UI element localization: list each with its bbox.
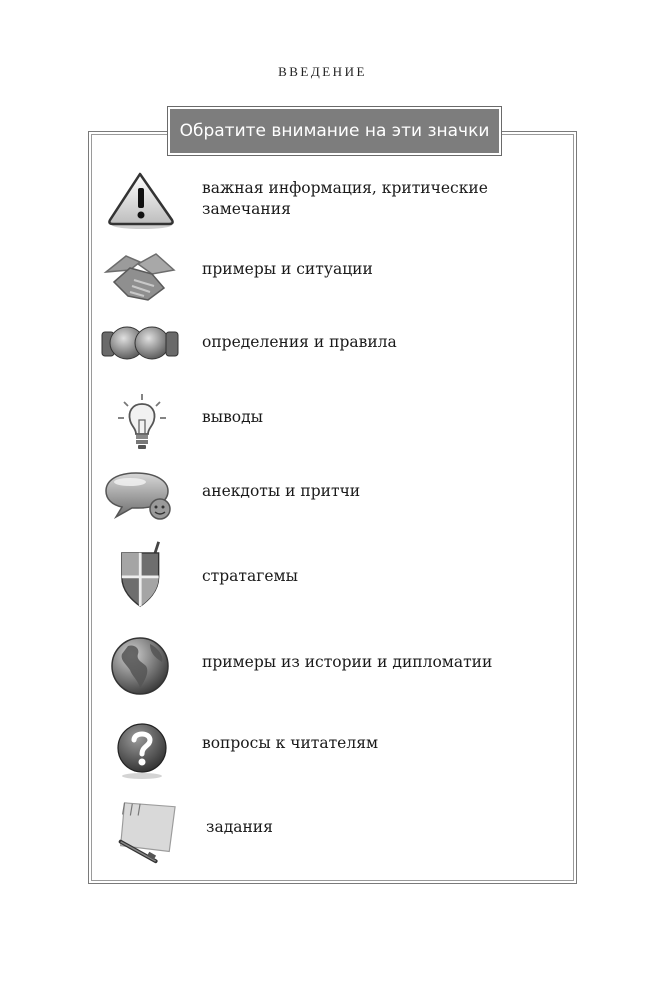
legend-item-label: примеры и ситуации [202, 260, 373, 278]
lightbulb-icon [100, 390, 186, 460]
legend-item-examples [100, 242, 570, 312]
globe-icon [100, 632, 186, 702]
legend-item-stratagems [100, 540, 570, 610]
legend-item-label: анекдоты и притчи [202, 482, 361, 500]
notepad-pen-icon [100, 797, 186, 867]
legend-item-label: задания [206, 818, 273, 836]
legend-item-label: важная информация, критические замечания [202, 179, 488, 218]
legend-item-label: стратагемы [202, 567, 298, 585]
legend-item-label: вопросы к читателям [202, 734, 379, 752]
warning-triangle-icon [100, 170, 186, 240]
running-head: ВВЕДЕНИЕ [278, 64, 367, 79]
legend-item-questions [100, 714, 570, 784]
legend-item-label: выводы [202, 408, 264, 426]
legend-item-label: определения и правила [202, 333, 397, 351]
legend-item-history [100, 632, 570, 702]
legend-item-tasks [100, 797, 570, 867]
legend-item-conclusions [100, 390, 570, 460]
speech-bubble-smiley-icon [100, 465, 186, 535]
legend-title: Обратите внимание на эти значки [168, 107, 501, 155]
legend-item-definitions [100, 316, 570, 386]
legend-item-label: примеры из истории и дипломатии [202, 653, 493, 671]
legend-item-warning [100, 170, 570, 240]
boxing-gloves-icon [100, 316, 186, 386]
handshake-icon [100, 242, 186, 312]
question-mark-icon [100, 714, 186, 784]
shield-sword-icon [100, 540, 186, 610]
legend-item-anecdotes [100, 465, 570, 535]
